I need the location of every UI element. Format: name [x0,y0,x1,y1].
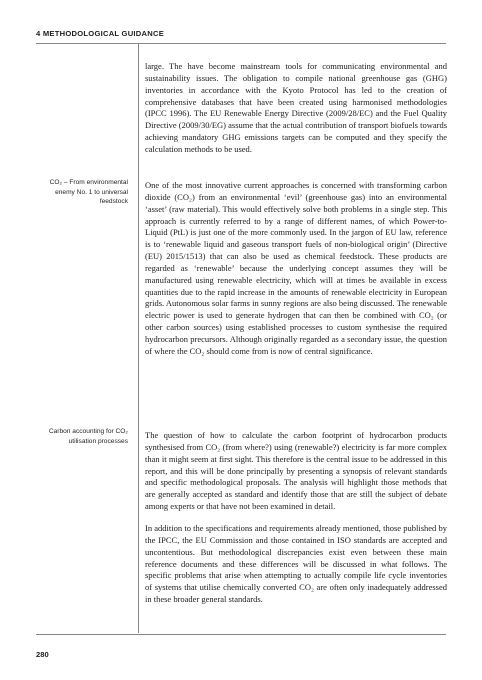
body-column-accounting [145,430,447,513]
margin-note-co2-feedstock: CO₂ – From environmental enemy No. 1 to universal feedstock [49,179,128,205]
section-header: 4 METHODOLOGICAL GUIDANCE [36,29,165,38]
footer-divider [36,634,446,635]
page-number: 280 [36,650,49,659]
body-column-standards [145,523,447,606]
body-paragraph-carbon-footprint: The question of how to calculate the carbon footprint of hydrocarbon products synthesised from CO₂ (from where?) using (renewable?) electricity is far more complex than it might seem at first sight. This therefore is the central issue to be addressed in this report, and this will be done principally by presenting a synopsis of relevant standards and specific methodological proposals. The analysis will highlight those methods that are generally accepted as standard and identify those that are still the subject of debate among experts or that have not been examined in detail. [145,430,447,512]
margin-column-divider [138,43,139,633]
body-column-top [145,61,447,156]
body-column-co2 [145,180,447,358]
body-paragraph-co2-transformation: One of the most innovative current approaches is concerned with transforming carbon dioxide (CO₂) from an environmental ‘evil’ (greenhouse gas) into an environmental ‘asset’ (raw material). This would effectively solve both problems in a single step. This approach is currently referred to by a range of different names, of which Power-to-Liquid (PtL) is just one of the more commonly used. In the jargon of EU law, reference is to ‘renewable liquid and gaseous transport fuels of non-biological origin’ (Directive (EU) 2015/1513) that can also be used as chemical feedstock. These products are regarded as ‘renewable’ because the underlying concept assumes they will be manufactured using renewable electricity, which will at times be available in excess quantities due to the rapid increase in the amounts of renewable electricity in European grids. Autonomous solar farms in sunny regions are also being discussed. The renewable electric power is used to generate hydrogen that can then be combined with CO₂ (or other carbon sources) using established processes to custom synthesise the required hydrocarbon precursors. Although originally regarded as a secondary issue, the question of where the CO₂ should come from is now of central significance. [145,180,447,356]
header-divider [36,43,446,44]
body-paragraph-standards: In addition to the specifications and requirements already mentioned, those published by the IPCC, the EU Commission and those contained in ISO standards are accepted and uncontentious. But methodological discrepancies exist even between these main reference documents and these differences will be discussed in what follows. The specific problems that arise when attempting to actually compile life cycle inventories of systems that utilise chemically converted CO₂ are often only inadequately addressed in these broader general standards. [145,523,447,605]
body-paragraph-intro: large. The have become mainstream tools for communicating environmental and sustainability issues. The obligation to compile national greenhouse gas (GHG) inventories in accordance with the Kyoto Protocol has led to the creation of comprehensive databases that have been created using harmonised methodologies (IPCC 1996). The EU Renewable Energy Directive (2009/28/EC) and the Fuel Quality Directive (2009/30/EG) assume that the actual contribution of transport biofuels towards achieving mandatory GHG emissions targets can be computed and they specify the calculation methods to be used. [145,61,447,154]
margin-note-carbon-accounting: Carbon accounting for CO₂ utilisation processes [48,428,128,445]
